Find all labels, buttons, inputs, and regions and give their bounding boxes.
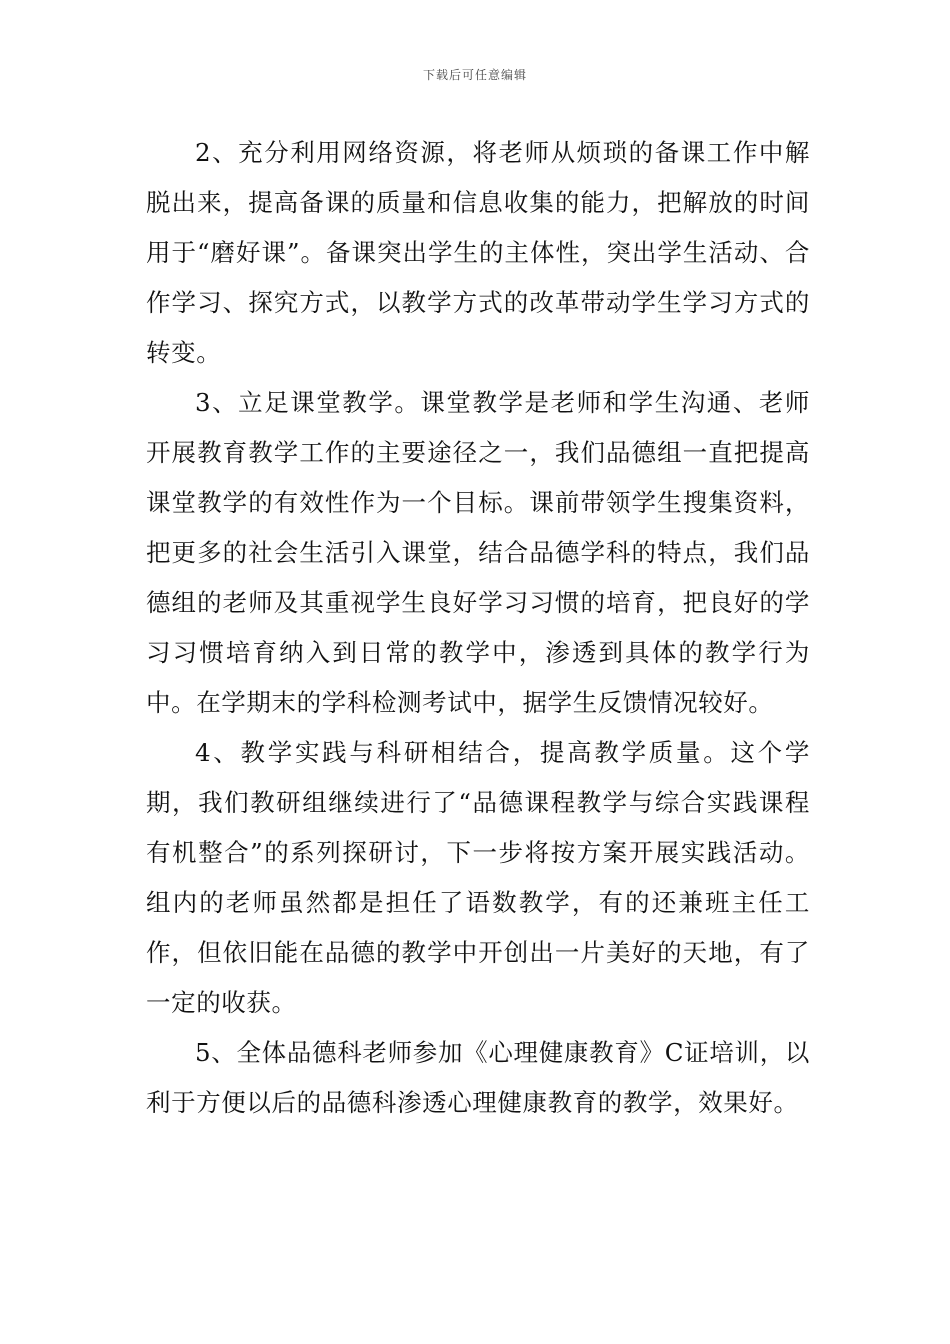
- paragraph-5: 5、全体品德科老师参加《心理健康教育》C证培训，以利于方便以后的品德科渗透心理健康教育的教学，效果好。: [146, 1038, 810, 1117]
- paragraph-4: 4、教学实践与科研相结合，提高教学质量。这个学期，我们教研组继续进行了“品德课程教学与综合实践课程有机整合”的系列探研讨，下一步将按方案开展实践活动。组内的老师虽然都是担任了语数教学，有的还兼班主任工作，但依旧能在品德的教学中开创出一片美好的天地，有了一定的收获。: [146, 738, 810, 1017]
- page-header-note: 下载后可任意编辑: [422, 68, 527, 82]
- paragraph-2: 2、充分利用网络资源，将老师从烦琐的备课工作中解脱出来，提高备课的质量和信息收集的能力，把解放的时间用于“磨好课”。备课突出学生的主体性，突出学生活动、合作学习、探究方式，以教学方式的改革带动学生学习方式的转变。: [146, 138, 810, 367]
- document-body: [146, 128, 810, 1128]
- paragraph-3: 3、立足课堂教学。课堂教学是老师和学生沟通、老师开展教育教学工作的主要途径之一，我们品德组一直把提高课堂教学的有效性作为一个目标。课前带领学生搜集资料，把更多的社会生活引入课堂，结合品德学科的特点，我们品德组的老师及其重视学生良好学习习惯的培育，把良好的学习习惯培育纳入到日常的教学中，渗透到具体的教学行为中。在学期末的学科检测考试中，据学生反馈情况较好。: [146, 388, 810, 717]
